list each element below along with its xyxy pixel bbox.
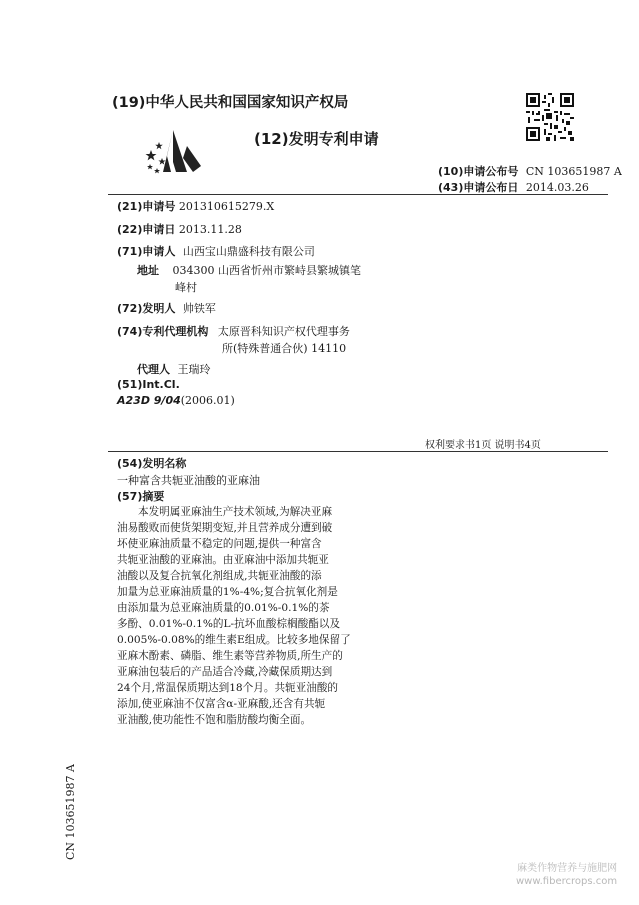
intcl-code: A23D 9/04 xyxy=(117,394,181,407)
invention-title: 一种富含共轭亚油酸的亚麻油 xyxy=(117,474,260,487)
inventor-value: 帅铁军 xyxy=(182,302,216,315)
intcl-label: (51)Int.Cl. xyxy=(117,378,180,391)
abstract-label: (57)摘要 xyxy=(117,490,165,503)
abstract-line: 共轭亚油酸的亚麻油。由亚麻油中添加共轭亚 xyxy=(117,554,329,566)
agent-value: 王瑞玲 xyxy=(177,363,211,376)
cnipa-logo xyxy=(143,128,203,176)
pub-date-label: (43)申请公布日 xyxy=(438,181,519,194)
application-number-value: 201310615279.X xyxy=(178,200,275,213)
pub-number-label: (10)申请公布号 xyxy=(438,165,519,178)
intcl-version: (2006.01) xyxy=(180,394,235,407)
abstract-line: 亚麻木酚素、磷脂、维生素等营养物质,所生产的 xyxy=(117,650,343,662)
pub-date-row xyxy=(438,179,589,195)
applicant-label: (71)申请人 xyxy=(117,245,176,258)
side-publication-number: CN 103651987 A xyxy=(64,764,77,860)
agency-line-1: 太原晋科知识产权代理事务 xyxy=(217,325,350,338)
agency-line-2: 所(特殊普通合伙) 14110 xyxy=(222,342,347,355)
watermark: 麻类作物营养与施肥网 www.fibercrops.com xyxy=(516,863,618,887)
applicant-value: 山西宝山鼎盛科技有限公司 xyxy=(182,245,315,258)
abstract-text xyxy=(117,504,355,728)
application-number-label: (21)申请号 xyxy=(117,200,176,213)
abstract-line: 0.005%-0.08%的维生素E组成。比较多地保留了 xyxy=(117,634,351,646)
abstract-line: 添加,使亚麻油不仅富含α-亚麻酸,还含有共轭 xyxy=(117,698,326,710)
abstract-line: 本发明属亚麻油生产技术领域,为解决亚麻 xyxy=(138,506,333,518)
invention-title-label: (54)发明名称 xyxy=(117,457,187,470)
inventor-row xyxy=(117,300,216,316)
application-number-row xyxy=(117,198,274,214)
pub-date-value: 2014.03.26 xyxy=(525,181,589,194)
pub-number-value: CN 103651987 A xyxy=(525,165,622,178)
filing-date-value: 2013.11.28 xyxy=(178,223,242,236)
abstract-line: 亚油酸,使功能性不饱和脂肪酸均衡全面。 xyxy=(117,714,312,726)
document-type: (12)发明专利申请 xyxy=(254,130,379,148)
address-line-1: 034300 山西省忻州市繁峙县繁城镇笔 xyxy=(172,264,361,277)
filing-date-row xyxy=(117,221,242,237)
abstract-line: 多酚、0.01%-0.1%的L-抗坏血酸棕榈酸酯以及 xyxy=(117,618,341,630)
header-divider xyxy=(108,194,608,195)
agency-label: (74)专利代理机构 xyxy=(117,325,209,338)
abstract-line: 24个月,常温保质期达到18个月。共轭亚油酸的 xyxy=(117,682,339,694)
agent-label: 代理人 xyxy=(137,363,170,376)
filing-date-label: (22)申请日 xyxy=(117,223,176,236)
inventor-label: (72)发明人 xyxy=(117,302,176,315)
abstract-line: 油易酸败而使货架期变短,并且营养成分遭到破 xyxy=(117,522,333,534)
agent-row xyxy=(137,361,211,377)
abstract-line: 由添加量为总亚麻油质量的0.01%-0.1%的茶 xyxy=(117,602,330,614)
qr-code xyxy=(526,93,574,141)
abstract-line: 亚麻油包装后的产品适合冷藏,冷藏保质期达到 xyxy=(117,666,333,678)
applicant-row xyxy=(117,243,315,259)
pages-note: 权利要求书1页 说明书4页 xyxy=(425,440,541,451)
section-divider xyxy=(108,451,608,452)
office-name: (19)中华人民共和国国家知识产权局 xyxy=(112,95,349,111)
pub-number-row xyxy=(438,163,622,179)
address-row xyxy=(137,262,361,278)
agency-row xyxy=(117,323,350,339)
abstract-line: 坏使亚麻油质量不稳定的问题,提供一种富含 xyxy=(117,538,322,550)
address-line-2: 峰村 xyxy=(175,281,197,294)
abstract-line: 油酸以及复合抗氧化剂组成,共轭亚油酸的添 xyxy=(117,570,322,582)
address-label: 地址 xyxy=(137,264,159,277)
intcl-row xyxy=(117,394,235,407)
abstract-line: 加量为总亚麻油质量的1%-4%;复合抗氧化剂是 xyxy=(117,586,338,598)
